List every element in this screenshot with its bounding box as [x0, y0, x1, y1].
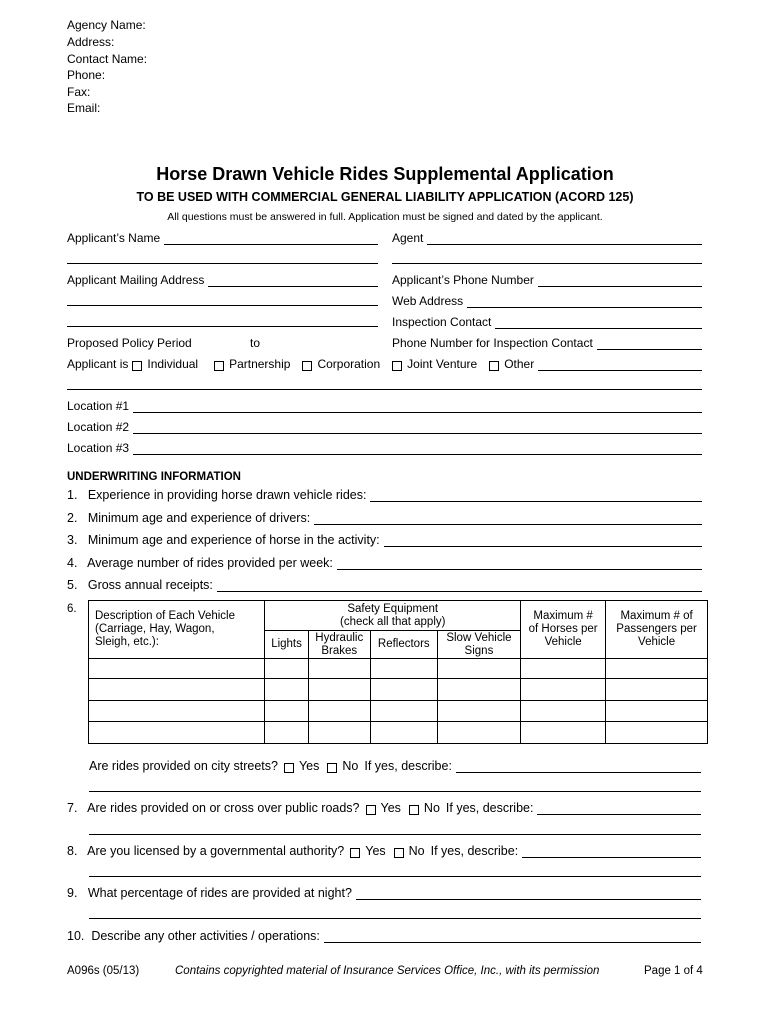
mailing-address-label: Applicant Mailing Address: [67, 273, 205, 287]
q7-describe-field[interactable]: [537, 803, 701, 815]
cell[interactable]: [370, 659, 437, 679]
inspection-contact-label: Inspection Contact: [392, 315, 492, 329]
joint-venture-checkbox[interactable]: [392, 361, 402, 371]
page-title: Horse Drawn Vehicle Rides Supplemental Application: [156, 164, 614, 184]
cell[interactable]: [521, 722, 606, 744]
contact-name-label: Contact Name:: [67, 52, 148, 66]
q2-field[interactable]: [67, 511, 702, 525]
q9-line-2[interactable]: [89, 918, 701, 919]
safety-subheader: (check all that apply): [339, 615, 446, 628]
applicant-name-line-2[interactable]: [67, 263, 378, 264]
city-yes-checkbox[interactable]: [284, 763, 294, 773]
joint-venture-label: Joint Venture: [407, 357, 478, 371]
other-label: Other: [504, 357, 535, 371]
q7-no-checkbox[interactable]: [409, 805, 419, 815]
max-horses-header: Maximum # of Horses per Vehicle: [521, 601, 606, 659]
cell[interactable]: [521, 679, 606, 701]
table-row: [89, 701, 708, 722]
q1-label: 1. Experience in providing horse drawn vehicle rides:: [67, 488, 367, 502]
q3-label: 3. Minimum age and experience of horse in the activity:: [67, 533, 380, 547]
location-1-label: Location #1: [67, 399, 130, 413]
corporation-label: Corporation: [317, 357, 381, 371]
q7-yes-checkbox[interactable]: [366, 805, 376, 815]
partnership-checkbox[interactable]: [214, 361, 224, 371]
applicant-type-line-2[interactable]: [67, 389, 702, 390]
q2-label: 2. Minimum age and experience of drivers:: [67, 511, 311, 525]
cell[interactable]: [437, 659, 520, 679]
q8-yes-checkbox[interactable]: [350, 848, 360, 858]
hydraulic-header: Hydraulic Brakes: [308, 631, 370, 659]
policy-period-to: to: [250, 336, 261, 350]
cell[interactable]: [437, 701, 520, 722]
cell[interactable]: [265, 722, 308, 744]
agent-line-2[interactable]: [392, 263, 702, 264]
cell[interactable]: [606, 722, 708, 744]
city-streets-question: Are rides provided on city streets?: [89, 759, 278, 773]
q4-label: 4. Average number of rides provided per week:: [67, 556, 333, 570]
q4-field[interactable]: [67, 556, 702, 570]
q3-field[interactable]: [67, 533, 702, 547]
agent-label: Agent: [392, 231, 424, 245]
location-3-label: Location #3: [67, 441, 130, 455]
cell[interactable]: [606, 659, 708, 679]
q5-field[interactable]: [67, 578, 702, 592]
web-address-field[interactable]: [392, 294, 702, 308]
web-address-label: Web Address: [392, 294, 464, 308]
cell[interactable]: [521, 701, 606, 722]
underwriting-heading: UNDERWRITING INFORMATION: [67, 471, 241, 483]
corporation-checkbox[interactable]: [302, 361, 312, 371]
q8-question: 8. Are you licensed by a governmental authority?: [67, 844, 345, 858]
q9-field[interactable]: [67, 886, 701, 900]
cell[interactable]: [437, 679, 520, 701]
partnership-label: Partnership: [229, 357, 291, 371]
desc-header: Description of Each Vehicle (Carriage, Hay, Wagon, Sleigh, etc.):: [89, 601, 265, 659]
city-describe-field[interactable]: [456, 761, 701, 773]
city-no-label: No: [342, 759, 359, 773]
location-3-field[interactable]: [67, 441, 702, 455]
location-1-field[interactable]: [67, 399, 702, 413]
cell[interactable]: [521, 659, 606, 679]
cell[interactable]: [437, 722, 520, 744]
slow-signs-header: Slow Vehicle Signs: [437, 631, 520, 659]
safety-header: Safety Equipment (check all that apply): [265, 601, 521, 631]
q1-field[interactable]: [67, 488, 702, 502]
city-describe-line-2[interactable]: [89, 791, 701, 792]
applicant-type-row: [67, 357, 702, 371]
lights-header: Lights: [265, 631, 308, 659]
email-label: Email:: [67, 101, 101, 115]
reflectors-header: Reflectors: [370, 631, 437, 659]
city-yes-label: Yes: [298, 759, 320, 773]
copyright-notice: Contains copyrighted material of Insurance Services Office, Inc., with its permission: [175, 965, 600, 977]
table-row: [89, 659, 708, 679]
q7-describe-line-2[interactable]: [89, 834, 701, 835]
mailing-address-line-3[interactable]: [67, 326, 378, 327]
inspection-phone-label: Phone Number for Inspection Contact: [392, 336, 593, 350]
q6-label: 6.: [67, 603, 77, 615]
q7-row: [67, 801, 701, 815]
applicant-name-label: Applicant’s Name: [67, 231, 161, 245]
q7-no-label: No: [423, 801, 440, 815]
max-passengers-header: Maximum # of Passengers per Vehicle: [606, 601, 708, 659]
cell[interactable]: [89, 659, 265, 679]
inspection-phone-field[interactable]: [392, 336, 702, 350]
fax-label: Fax:: [67, 85, 91, 99]
cell[interactable]: [308, 722, 370, 744]
applicant-name-field[interactable]: [67, 231, 378, 245]
mailing-address-line-2[interactable]: [67, 305, 378, 306]
cell[interactable]: [89, 722, 265, 744]
phone-label: Phone:: [67, 68, 106, 82]
city-describe-label: If yes, describe:: [364, 759, 452, 773]
address-label: Address:: [67, 35, 115, 49]
individual-label: Individual: [147, 357, 199, 371]
form-id: A096s (05/13): [67, 965, 140, 977]
individual-checkbox[interactable]: [132, 361, 142, 371]
q8-no-label: No: [408, 844, 425, 858]
q8-no-checkbox[interactable]: [394, 848, 404, 858]
vehicle-table: [88, 600, 708, 744]
applicant-phone-label: Applicant’s Phone Number: [392, 273, 534, 287]
q5-label: 5. Gross annual receipts:: [67, 578, 213, 592]
cell[interactable]: [370, 701, 437, 722]
q7-question: 7. Are rides provided on or cross over public roads?: [67, 801, 360, 815]
cell[interactable]: [308, 701, 370, 722]
q8-describe-label: If yes, describe:: [430, 844, 519, 858]
q7-describe-label: If yes, describe:: [445, 801, 534, 815]
city-no-checkbox[interactable]: [327, 763, 337, 773]
q8-row: [67, 844, 701, 858]
cell[interactable]: [308, 679, 370, 701]
q10-field[interactable]: [67, 929, 701, 943]
cell[interactable]: [308, 659, 370, 679]
q8-describe-field[interactable]: [522, 846, 701, 858]
cell[interactable]: [606, 701, 708, 722]
q8-yes-label: Yes: [365, 844, 386, 858]
inspection-contact-field[interactable]: [392, 315, 702, 329]
instructions: All questions must be answered in full. Application must be signed and dated by the applicant.: [167, 211, 603, 223]
location-2-label: Location #2: [67, 420, 130, 434]
cell[interactable]: [606, 679, 708, 701]
cell[interactable]: [370, 679, 437, 701]
page-subtitle: TO BE USED WITH COMMERCIAL GENERAL LIABILITY APPLICATION (ACORD 125): [136, 190, 634, 204]
page-number: Page 1 of 4: [644, 965, 703, 977]
cell[interactable]: [89, 701, 265, 722]
table-row: [89, 679, 708, 701]
agency-name-label: Agency Name:: [67, 18, 146, 32]
agent-field[interactable]: [392, 231, 702, 245]
q10-label: 10. Describe any other activities / operations:: [67, 929, 320, 943]
applicant-phone-field[interactable]: [392, 273, 702, 287]
cell[interactable]: [265, 659, 308, 679]
cell[interactable]: [265, 701, 308, 722]
q7-yes-label: Yes: [380, 801, 401, 815]
q8-describe-line-2[interactable]: [89, 876, 701, 877]
cell[interactable]: [265, 679, 308, 701]
applicant-is-label: Applicant is: [67, 357, 129, 371]
q9-label: 9. What percentage of rides are provided at night?: [67, 886, 352, 900]
table-row: [89, 722, 708, 744]
location-2-field[interactable]: [67, 420, 702, 434]
policy-period-label: Proposed Policy Period: [67, 336, 192, 350]
cell[interactable]: [89, 679, 265, 701]
cell[interactable]: [370, 722, 437, 744]
mailing-address-field[interactable]: [67, 273, 378, 287]
city-streets-row: [89, 759, 701, 773]
other-checkbox[interactable]: [489, 361, 499, 371]
